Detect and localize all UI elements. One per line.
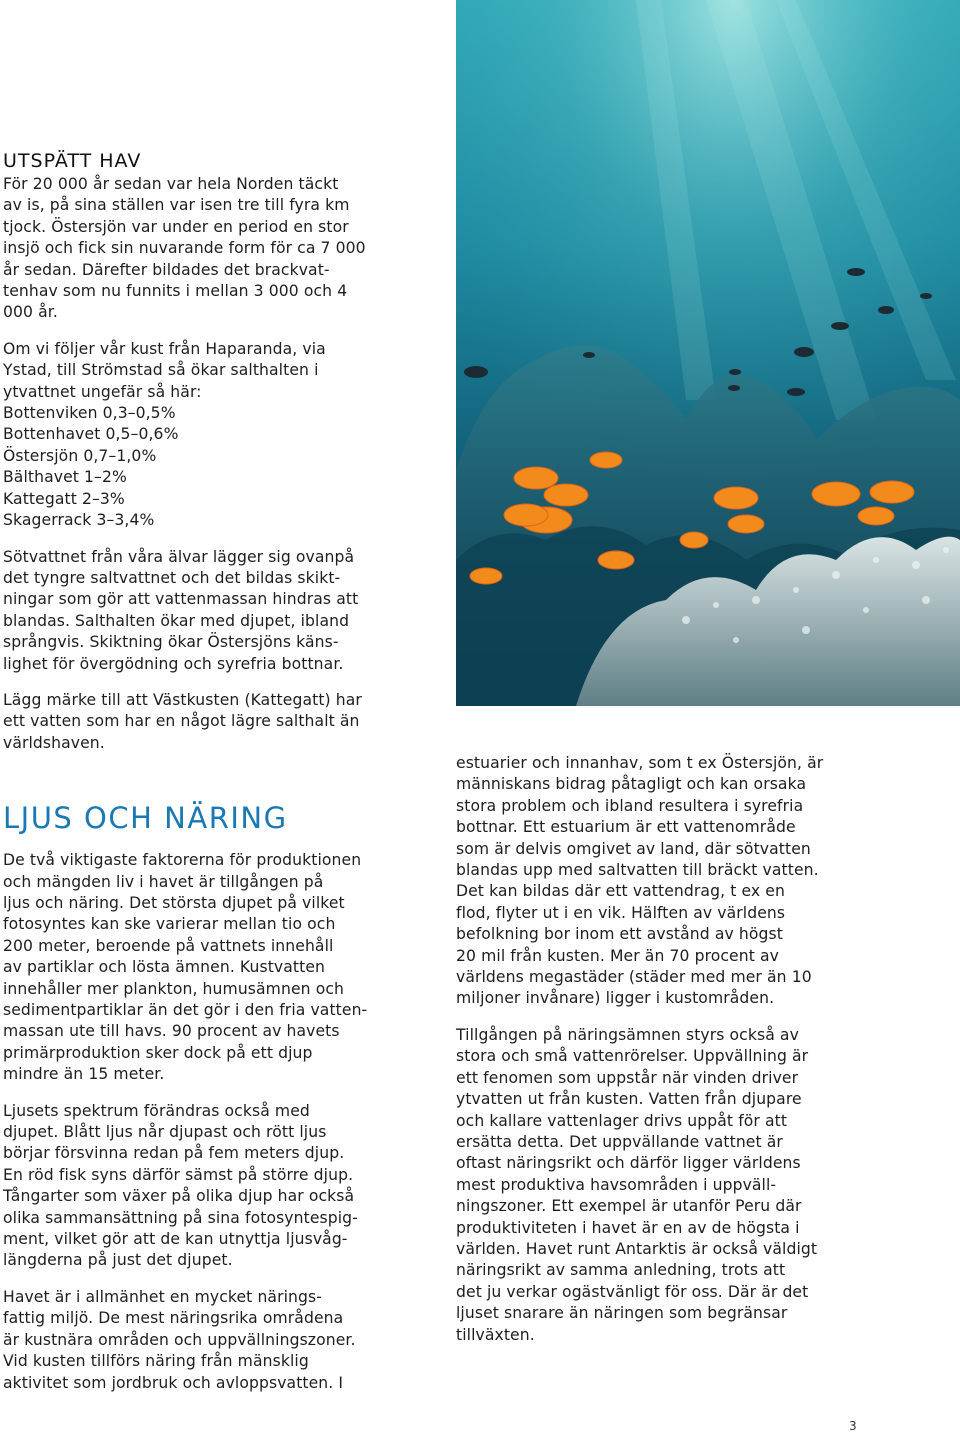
text-line: näringsrikt av samma anledning, trots att bbox=[456, 1261, 786, 1280]
text-line: bottnar. Ett estuarium är ett vattenområde bbox=[456, 818, 796, 837]
text-line: Tångarter som växer på olika djup har också bbox=[3, 1187, 355, 1206]
paragraph-light-spectrum bbox=[3, 1101, 415, 1272]
text-line: och mängden liv i havet är tillgången på bbox=[3, 872, 324, 891]
text-line: 000 år. bbox=[3, 303, 58, 322]
text-line: befolkning bor inom ett avstånd av högst bbox=[456, 925, 783, 944]
text-line: fattig miljö. De mest näringsrika områdena bbox=[3, 1309, 344, 1328]
salinity-item: Bottenviken 0,3–0,5% bbox=[3, 404, 176, 423]
text-line: Om vi följer vår kust från Haparanda, via bbox=[3, 339, 326, 358]
text-line: fotosyntes kan ske varierar mellan tio och bbox=[3, 915, 336, 934]
text-line: ett vatten som har en något lägre salthalt än bbox=[3, 712, 360, 731]
paragraph-stratification bbox=[3, 547, 415, 675]
salinity-item: Skagerrack 3–3,4% bbox=[3, 511, 155, 530]
paragraph-west-coast bbox=[3, 690, 415, 754]
text-line: blandas upp med saltvatten till bräckt vatten. bbox=[456, 861, 819, 880]
text-line: produktiviteten i havet är en av de högsta i bbox=[456, 1218, 800, 1237]
paragraph-estuaries bbox=[456, 753, 866, 1010]
text-line: mindre än 15 meter. bbox=[3, 1065, 165, 1084]
salinity-item: Östersjön 0,7–1,0% bbox=[3, 446, 157, 465]
heading-utspatt-hav: UTSPÄTT HAV bbox=[3, 150, 142, 172]
paragraph-nutrient-poor bbox=[3, 1287, 415, 1394]
text-line: av is, på sina ställen var isen tre till fyra km bbox=[3, 196, 350, 215]
text-line: En röd fisk syns därför sämst på större djup. bbox=[3, 1165, 354, 1184]
text-line: Havet är i allmänhet en mycket närings- bbox=[3, 1287, 322, 1306]
text-line: och kallare vattenlager drivs uppåt för att bbox=[456, 1111, 788, 1130]
text-line: blandas. Salthalten ökar med djupet, ibland bbox=[3, 611, 350, 630]
paragraph-ice-age bbox=[3, 174, 415, 324]
paragraph-salinity-intro bbox=[3, 339, 415, 403]
text-line: världens megastäder (städer med mer än 10 bbox=[456, 968, 812, 987]
text-line: år sedan. Därefter bildades det brackvat- bbox=[3, 260, 330, 279]
text-line: estuarier och innanhav, som t ex Östersjön, är bbox=[456, 754, 824, 772]
text-line: ytvatten ut från kusten. Vatten från djupare bbox=[456, 1090, 802, 1109]
text-line: världshaven. bbox=[3, 733, 105, 752]
text-line: tjock. Östersjön var under en period en stor bbox=[3, 217, 349, 236]
text-line: De två viktigaste faktorerna för produktionen bbox=[3, 851, 362, 870]
text-line: Lägg märke till att Västkusten (Kattegatt) har bbox=[3, 690, 362, 709]
text-line: ett fenomen som uppstår när vinden driver bbox=[456, 1068, 799, 1087]
left-column bbox=[3, 148, 415, 1394]
text-line: Tillgången på näringsämnen styrs också av bbox=[456, 1025, 799, 1044]
salinity-item: Bottenhavet 0,5–0,6% bbox=[3, 425, 179, 444]
text-line: För 20 000 år sedan var hela Norden täckt bbox=[3, 175, 339, 193]
text-line: ningszoner. Ett exempel är utanför Peru där bbox=[456, 1197, 802, 1216]
text-line: miljoner invånare) ligger i kustområden. bbox=[456, 989, 775, 1008]
text-line: människans bidrag påtagligt och kan orsaka bbox=[456, 775, 807, 794]
paragraph-light-nutrients bbox=[3, 850, 415, 1085]
text-line: flod, flyter ut i en vik. Hälften av världens bbox=[456, 903, 786, 922]
salinity-item: Kattegatt 2–3% bbox=[3, 489, 125, 508]
text-line: massan ute till havs. 90 procent av havets bbox=[3, 1022, 340, 1041]
text-line: språngvis. Skiktning ökar Östersjöns käns- bbox=[3, 633, 339, 652]
salinity-list bbox=[3, 403, 415, 531]
text-line: ljuset snarare än näringen som begränsar bbox=[456, 1304, 788, 1323]
text-line: är kustnära områden och uppvällningszoner. bbox=[3, 1330, 356, 1349]
text-line: insjö och fick sin nuvarande form för ca 7 000 bbox=[3, 239, 366, 258]
text-line: av partiklar och lösta ämnen. Kustvatten bbox=[3, 958, 325, 977]
text-line: 200 meter, beroende på vattnets innehåll bbox=[3, 936, 334, 955]
coral-reef-illustration bbox=[456, 0, 960, 706]
salinity-item: Bälthavet 1–2% bbox=[3, 468, 127, 487]
coral-reef-photo bbox=[456, 0, 960, 706]
text-line: lighet för övergödning och syrefria bottnar. bbox=[3, 654, 344, 673]
text-line: sedimentpartiklar än det gör i den fria vatten- bbox=[3, 1001, 368, 1019]
text-line: Det kan bildas där ett vattendrag, t ex en bbox=[456, 882, 785, 901]
text-line: ningar som gör att vattenmassan hindras att bbox=[3, 590, 359, 609]
text-line: oftast näringsrikt och därför ligger världens bbox=[456, 1154, 801, 1173]
page-number: 3 bbox=[849, 1419, 857, 1433]
right-column bbox=[456, 753, 866, 1346]
text-line: stora problem och ibland resultera i syrefria bbox=[456, 796, 804, 815]
text-line: mest produktiva havsområden i uppväll- bbox=[456, 1175, 777, 1194]
text-line: börjar försvinna redan på fem meters djup. bbox=[3, 1144, 345, 1163]
text-line: längderna på just det djupet. bbox=[3, 1251, 233, 1270]
text-line: ljus och näring. Det största djupet på vilket bbox=[3, 893, 345, 912]
text-line: ment, vilket gör att de kan utnyttja ljusvåg- bbox=[3, 1230, 348, 1249]
heading-ljus-och-naring: LJUS OCH NÄRING bbox=[3, 801, 288, 836]
text-line: det ju verkar ogästvänligt för oss. Där är det bbox=[456, 1282, 809, 1301]
text-line: det tyngre saltvattnet och det bildas skikt- bbox=[3, 568, 341, 587]
text-line: stora och små vattenrörelser. Uppvällning är bbox=[456, 1047, 809, 1066]
text-line: aktivitet som jordbruk och avloppsvatten. I bbox=[3, 1373, 344, 1392]
text-line: 20 mil från kusten. Mer än 70 procent av bbox=[456, 946, 779, 965]
text-line: Vid kusten tillförs näring från mänsklig bbox=[3, 1352, 309, 1371]
text-line: olika sammansättning på sina fotosyntespig- bbox=[3, 1208, 358, 1227]
text-line: tenhav som nu funnits i mellan 3 000 och 4 bbox=[3, 282, 348, 301]
text-line: Ljusets spektrum förändras också med bbox=[3, 1101, 310, 1120]
paragraph-upwelling bbox=[456, 1025, 866, 1346]
text-line: primärproduktion sker dock på ett djup bbox=[3, 1043, 313, 1062]
text-line: Ystad, till Strömstad så ökar salthalten i bbox=[3, 361, 319, 380]
text-line: ersätta detta. Det uppvällande vattnet är bbox=[456, 1132, 783, 1151]
text-line: tillväxten. bbox=[456, 1325, 535, 1344]
text-line: som är delvis omgivet av land, där sötvatten bbox=[456, 839, 811, 858]
text-line: innehåller mer plankton, humusämnen och bbox=[3, 979, 344, 998]
text-line: djupet. Blått ljus når djupast och rött ljus bbox=[3, 1123, 327, 1142]
text-line: världen. Havet runt Antarktis är också väldigt bbox=[456, 1239, 818, 1258]
text-line: Sötvattnet från våra älvar lägger sig ovanpå bbox=[3, 547, 355, 566]
text-line: ytvattnet ungefär så här: bbox=[3, 382, 202, 401]
